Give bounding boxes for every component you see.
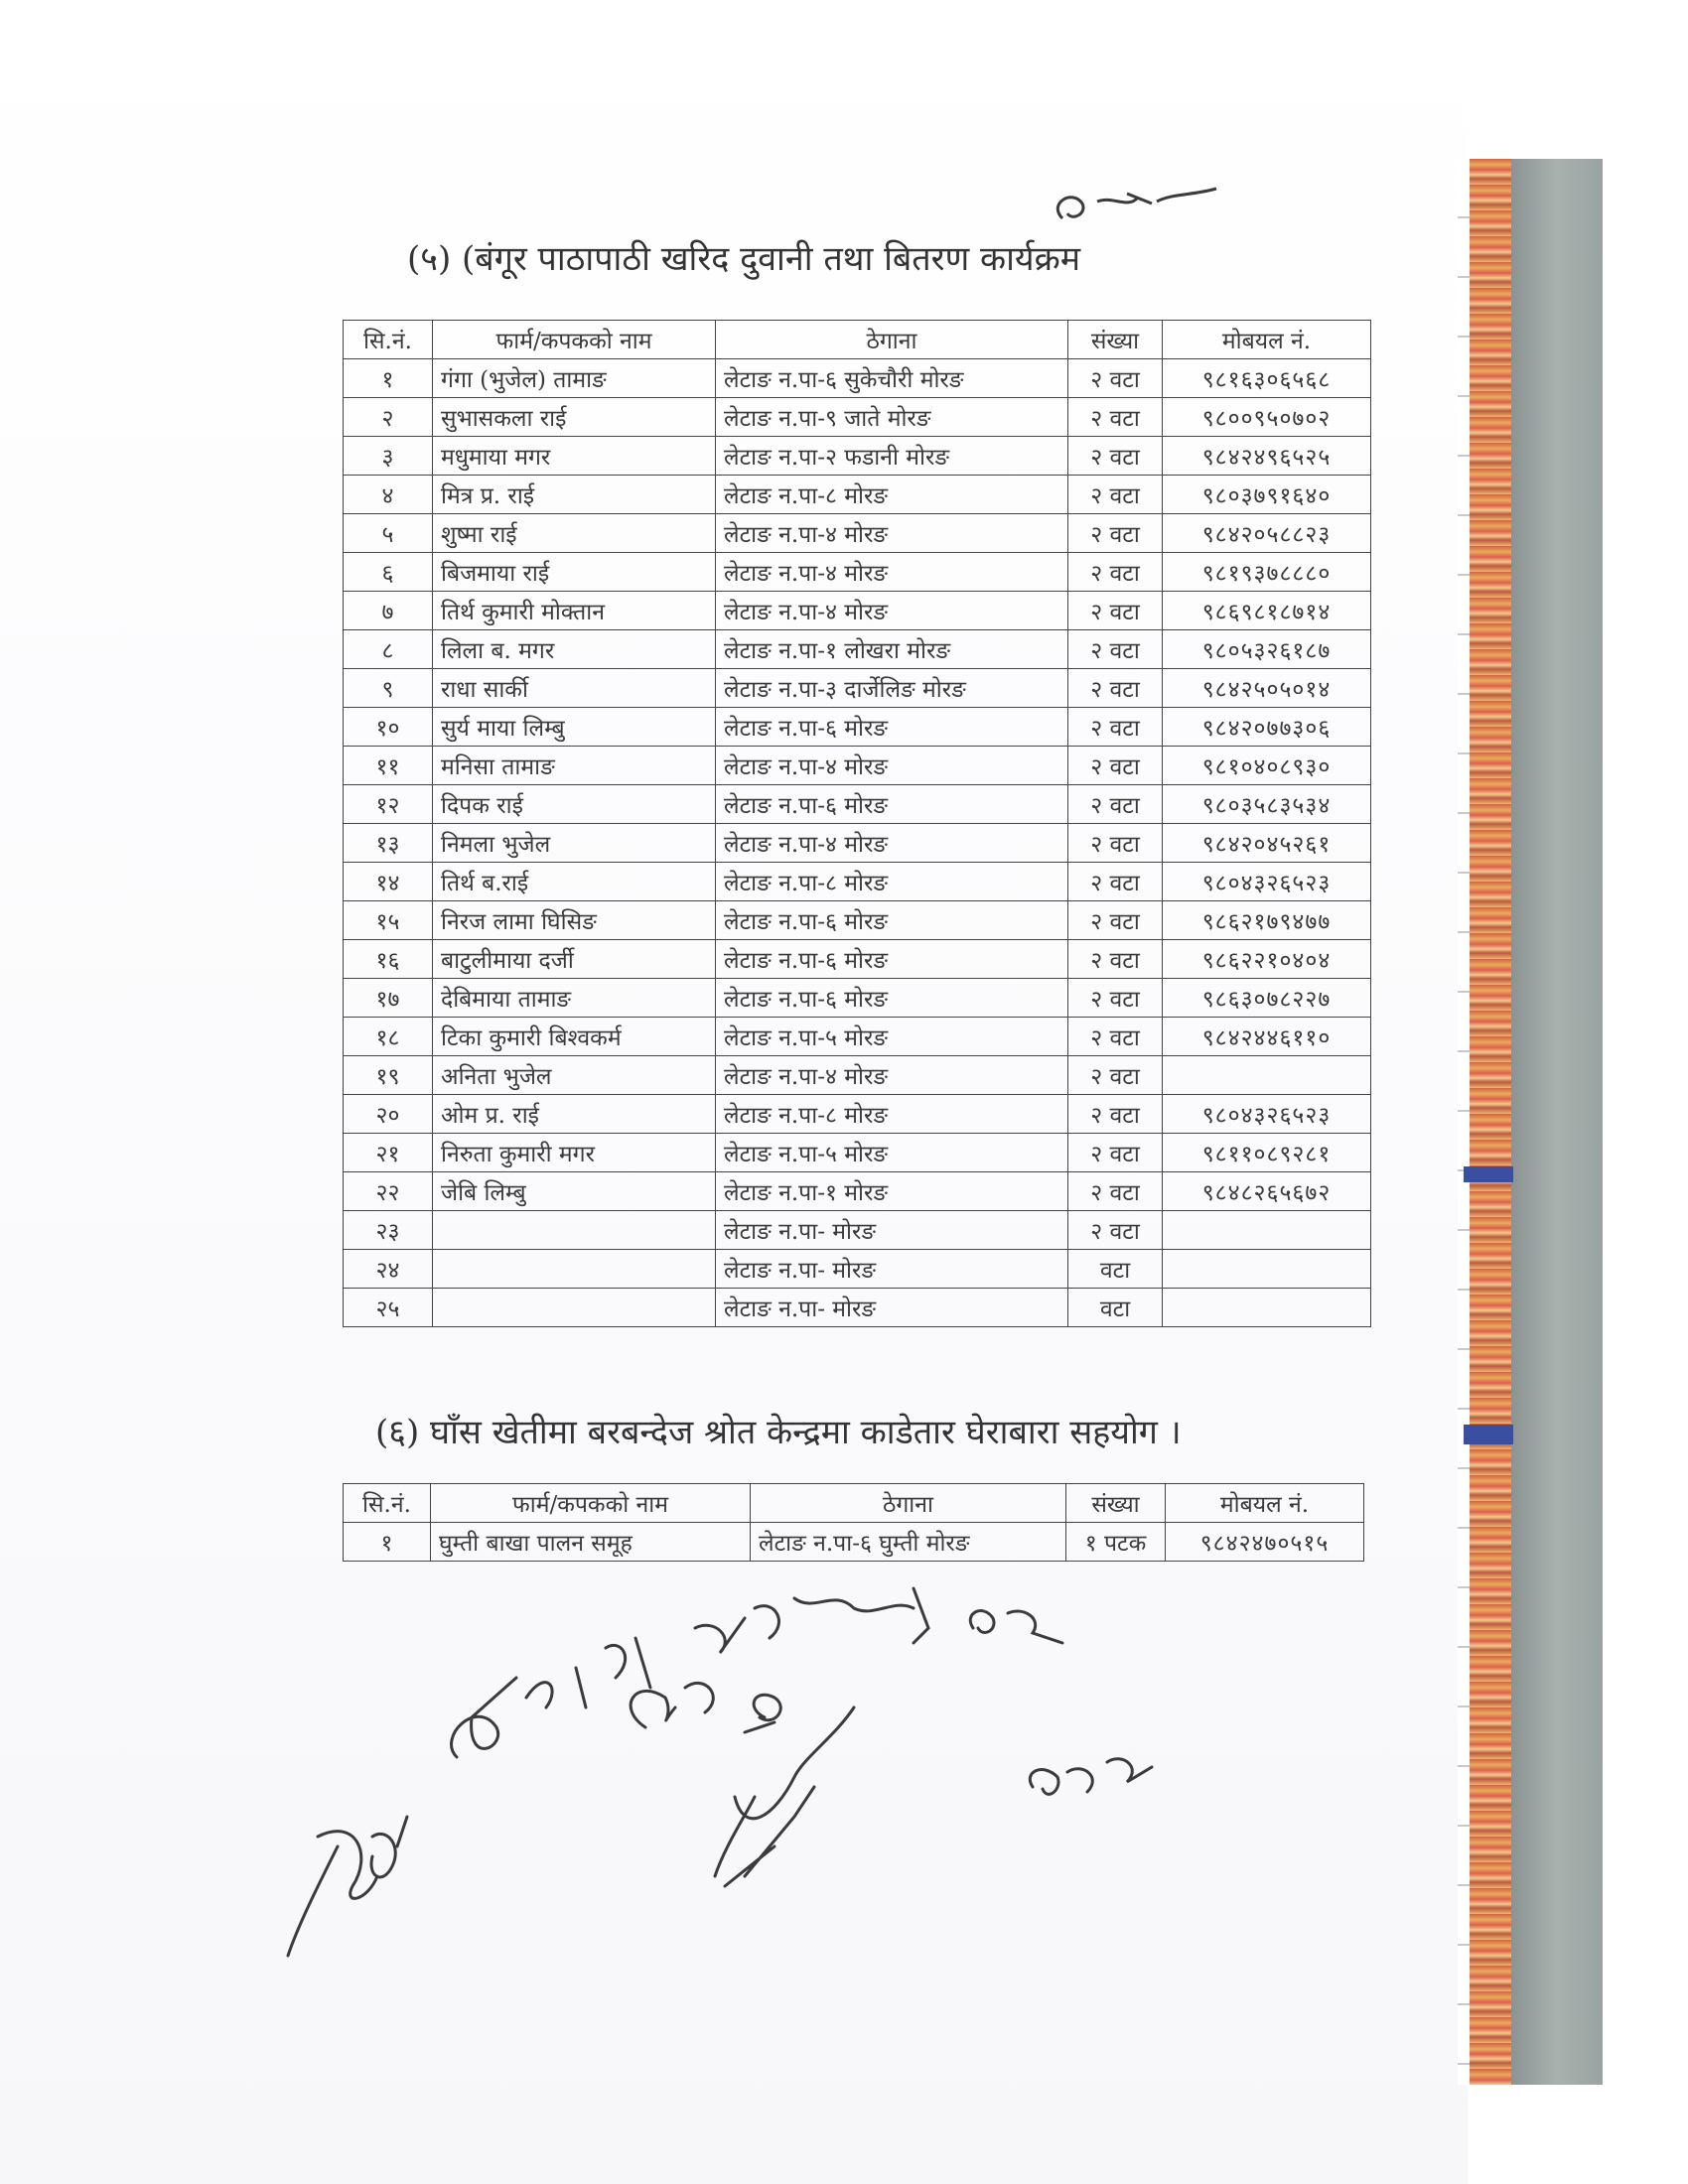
cell-serial: १७ (344, 979, 433, 1018)
cell-serial: ६ (344, 553, 433, 592)
cell-mobile (1163, 1056, 1371, 1095)
cell-serial: २५ (344, 1289, 433, 1327)
cell-name: सुभासकला राई (433, 398, 716, 437)
table-row (344, 476, 1371, 514)
table-row (344, 1523, 1364, 1562)
cell-quantity: २ वटा (1068, 398, 1163, 437)
cell-mobile: ९८४२५०५०१४ (1163, 669, 1371, 708)
cell-address: लेटाङ न.पा-९ जाते मोरङ (716, 398, 1068, 437)
binding-blue-band (1464, 1425, 1513, 1444)
cell-address: लेटाङ न.पा-५ मोरङ (716, 1134, 1068, 1172)
column-header-mobile: मोबयल नं. (1166, 1484, 1364, 1523)
cell-serial: १२ (344, 785, 433, 824)
cell-serial: २३ (344, 1211, 433, 1250)
cell-mobile: ९८४२०५८८२३ (1163, 514, 1371, 553)
cell-serial: ७ (344, 592, 433, 630)
cell-name: मित्र प्र. राई (433, 476, 716, 514)
table-row (344, 1018, 1371, 1056)
cell-mobile: ९८०५३२६१८७ (1163, 630, 1371, 669)
table-row (344, 1056, 1371, 1095)
cell-serial: १८ (344, 1018, 433, 1056)
cell-address: लेटाङ न.पा-६ मोरङ (716, 785, 1068, 824)
cell-address: लेटाङ न.पा-१ लोखरा मोरङ (716, 630, 1068, 669)
cell-serial: ११ (344, 747, 433, 785)
table-row (344, 630, 1371, 669)
cell-mobile: ९८४२४४६११० (1163, 1018, 1371, 1056)
binding-blue-band (1464, 1166, 1513, 1182)
cell-name: अनिता भुजेल (433, 1056, 716, 1095)
cell-address: लेटाङ न.पा-८ मोरङ (716, 476, 1068, 514)
cell-name: निरज लामा घिसिङ (433, 901, 716, 940)
cell-serial: १४ (344, 863, 433, 901)
table-row (344, 592, 1371, 630)
cell-address: लेटाङ न.पा-६ मोरङ (716, 940, 1068, 979)
cell-address: लेटाङ न.पा-६ मोरङ (716, 708, 1068, 747)
table-header-row (344, 1484, 1364, 1523)
table-row (344, 979, 1371, 1018)
cell-address: लेटाङ न.पा-१ मोरङ (716, 1172, 1068, 1211)
cell-quantity: २ वटा (1068, 669, 1163, 708)
cell-serial: २ (344, 398, 433, 437)
cell-address: लेटाङ न.पा-४ मोरङ (716, 514, 1068, 553)
signatures-block (278, 1559, 1271, 2055)
cell-name (433, 1211, 716, 1250)
cell-address: लेटाङ न.पा- मोरङ (716, 1250, 1068, 1289)
column-header-serial: सि.नं. (344, 1484, 431, 1523)
cell-serial: १ (344, 359, 433, 398)
cell-address: लेटाङ न.पा-६ सुकेचौरी मोरङ (716, 359, 1068, 398)
table-row (344, 1134, 1371, 1172)
cell-quantity: २ वटा (1068, 630, 1163, 669)
cell-address: लेटाङ न.पा-४ मोरङ (716, 824, 1068, 863)
cell-quantity: वटा (1068, 1289, 1163, 1327)
cell-mobile (1163, 1289, 1371, 1327)
table-row (344, 1211, 1371, 1250)
cell-address: लेटाङ न.पा- मोरङ (716, 1211, 1068, 1250)
cell-name: लिला ब. मगर (433, 630, 716, 669)
cell-serial: १० (344, 708, 433, 747)
cell-name: जेबि लिम्बु (433, 1172, 716, 1211)
column-header-serial: सि.नं. (344, 321, 433, 359)
cell-name: तिर्थ कुमारी मोक्तान (433, 592, 716, 630)
cell-serial: १ (344, 1523, 431, 1562)
cell-quantity: २ वटा (1068, 824, 1163, 863)
cell-address: लेटाङ न.पा-८ मोरङ (716, 863, 1068, 901)
cell-quantity: २ वटा (1068, 940, 1163, 979)
cell-address: लेटाङ न.पा-४ मोरङ (716, 747, 1068, 785)
cell-quantity: २ वटा (1068, 1018, 1163, 1056)
cell-mobile: ९८१९३७८८८० (1163, 553, 1371, 592)
table-row (344, 708, 1371, 747)
table-row (344, 785, 1371, 824)
cell-serial: ८ (344, 630, 433, 669)
cell-quantity: २ वटा (1068, 1056, 1163, 1095)
cell-mobile: ९८६९८१८७१४ (1163, 592, 1371, 630)
cell-mobile: ९८११०८९२८१ (1163, 1134, 1371, 1172)
cell-serial: २४ (344, 1250, 433, 1289)
cell-quantity: २ वटा (1068, 1211, 1163, 1250)
cell-name: शुष्मा राई (433, 514, 716, 553)
column-header-mobile: मोबयल नं. (1163, 321, 1371, 359)
cell-serial: २० (344, 1095, 433, 1134)
cell-mobile: ९८०३७९१६४० (1163, 476, 1371, 514)
table-row (344, 1250, 1371, 1289)
cell-quantity: २ वटा (1068, 592, 1163, 630)
cell-quantity: २ वटा (1068, 553, 1163, 592)
table-row (344, 359, 1371, 398)
section-6-heading: (६) घाँस खेतीमा बरबन्देज श्रोत केन्द्रमा काडेतार घेराबारा सहयोग । (375, 1413, 1182, 1452)
cell-address: लेटाङ न.पा-४ मोरङ (716, 1056, 1068, 1095)
table-row (344, 747, 1371, 785)
cell-mobile: ९८०४३२६५२३ (1163, 1095, 1371, 1134)
notebook-binding-edge (1468, 159, 1511, 2085)
cell-quantity: २ वटा (1068, 1095, 1163, 1134)
cell-serial: १६ (344, 940, 433, 979)
cell-quantity: २ वटा (1068, 1172, 1163, 1211)
cell-address: लेटाङ न.पा-३ दार्जेलिङ मोरङ (716, 669, 1068, 708)
table-row (344, 824, 1371, 863)
cell-name: टिका कुमारी बिश्वकर्म (433, 1018, 716, 1056)
cell-name: गंगा (भुजेल) तामाङ (433, 359, 716, 398)
scanner-background-edge (1511, 159, 1603, 2085)
cell-mobile: ९८१६३०६५६८ (1163, 359, 1371, 398)
cell-mobile: ९८६२२१०४०४ (1163, 940, 1371, 979)
table-row (344, 1095, 1371, 1134)
cell-quantity: २ वटा (1068, 708, 1163, 747)
cell-quantity: वटा (1068, 1250, 1163, 1289)
column-header-name: फार्म/कपकको नाम (433, 321, 716, 359)
cell-mobile: ९८०३५८३५३४ (1163, 785, 1371, 824)
cell-name: दिपक राई (433, 785, 716, 824)
column-header-quantity: संख्या (1068, 321, 1163, 359)
cell-serial: २२ (344, 1172, 433, 1211)
cell-mobile (1163, 1250, 1371, 1289)
cell-quantity: २ वटा (1068, 863, 1163, 901)
cell-address: लेटाङ न.पा-६ घुम्ती मोरङ (751, 1523, 1066, 1562)
table-row (344, 901, 1371, 940)
section-6-table (343, 1483, 1364, 1562)
cell-mobile: ९८४२४७०५१५ (1166, 1523, 1364, 1562)
column-header-name: फार्म/कपकको नाम (431, 1484, 751, 1523)
cell-name: बाटुलीमाया दर्जी (433, 940, 716, 979)
cell-quantity: २ वटा (1068, 437, 1163, 476)
cell-name: सुर्य माया लिम्बु (433, 708, 716, 747)
cell-name: निरुता कुमारी मगर (433, 1134, 716, 1172)
cell-quantity: २ वटा (1068, 359, 1163, 398)
cell-name: मधुमाया मगर (433, 437, 716, 476)
table-row (344, 1289, 1371, 1327)
cell-mobile: ९८६३०७८२२७ (1163, 979, 1371, 1018)
cell-mobile: ९८६२१७९४७७ (1163, 901, 1371, 940)
column-header-address: ठेगाना (751, 1484, 1066, 1523)
initials-signature-top (1043, 174, 1231, 233)
cell-mobile: ९८४८२६५६७२ (1163, 1172, 1371, 1211)
cell-serial: १३ (344, 824, 433, 863)
cell-name: देबिमाया तामाङ (433, 979, 716, 1018)
cell-serial: १५ (344, 901, 433, 940)
cell-address: लेटाङ न.पा-६ मोरङ (716, 979, 1068, 1018)
cell-quantity: १ पटक (1066, 1523, 1166, 1562)
cell-serial: ३ (344, 437, 433, 476)
cell-mobile: ९८४२०४५२६१ (1163, 824, 1371, 863)
cell-name (433, 1250, 716, 1289)
page-ruled-margin (1458, 159, 1470, 2085)
section-5-table (343, 320, 1371, 1327)
cell-address: लेटाङ न.पा-४ मोरङ (716, 553, 1068, 592)
cell-mobile (1163, 1211, 1371, 1250)
cell-address: लेटाङ न.पा-२ फडानी मोरङ (716, 437, 1068, 476)
cell-quantity: २ वटा (1068, 514, 1163, 553)
cell-serial: १९ (344, 1056, 433, 1095)
section-5-heading: (५) (बंगूर पाठापाठी खरिद दुवानी तथा बितरण कार्यक्रम (407, 239, 1081, 279)
cell-serial: ५ (344, 514, 433, 553)
column-header-quantity: संख्या (1066, 1484, 1166, 1523)
cell-name: बिजमाया राई (433, 553, 716, 592)
column-header-address: ठेगाना (716, 321, 1068, 359)
cell-address: लेटाङ न.पा-८ मोरङ (716, 1095, 1068, 1134)
table-header-row (344, 321, 1371, 359)
cell-serial: ९ (344, 669, 433, 708)
cell-name: घुम्ती बाखा पालन समूह (431, 1523, 751, 1562)
cell-mobile: ९८१०४०८९३० (1163, 747, 1371, 785)
cell-quantity: २ वटा (1068, 476, 1163, 514)
cell-name (433, 1289, 716, 1327)
table-row (344, 940, 1371, 979)
cell-mobile: ९८४२०७७३०६ (1163, 708, 1371, 747)
table-row (344, 1172, 1371, 1211)
cell-quantity: २ वटा (1068, 747, 1163, 785)
cell-mobile: ९८००९५०७०२ (1163, 398, 1371, 437)
cell-serial: ४ (344, 476, 433, 514)
cell-name: मनिसा तामाङ (433, 747, 716, 785)
table-row (344, 398, 1371, 437)
table-row (344, 669, 1371, 708)
cell-address: लेटाङ न.पा- मोरङ (716, 1289, 1068, 1327)
cell-address: लेटाङ न.पा-५ मोरङ (716, 1018, 1068, 1056)
cell-quantity: २ वटा (1068, 979, 1163, 1018)
table-row (344, 553, 1371, 592)
cell-name: ओम प्र. राई (433, 1095, 716, 1134)
cell-quantity: २ वटा (1068, 1134, 1163, 1172)
cell-name: राधा सार्की (433, 669, 716, 708)
table-row (344, 437, 1371, 476)
cell-name: तिर्थ ब.राई (433, 863, 716, 901)
cell-mobile: ९८४२४९६५२५ (1163, 437, 1371, 476)
cell-mobile: ९८०४३२६५२३ (1163, 863, 1371, 901)
cell-quantity: २ वटा (1068, 901, 1163, 940)
cell-address: लेटाङ न.पा-६ मोरङ (716, 901, 1068, 940)
table-row (344, 514, 1371, 553)
table-row (344, 863, 1371, 901)
cell-name: निमला भुजेल (433, 824, 716, 863)
cell-quantity: २ वटा (1068, 785, 1163, 824)
cell-address: लेटाङ न.पा-४ मोरङ (716, 592, 1068, 630)
cell-serial: २१ (344, 1134, 433, 1172)
